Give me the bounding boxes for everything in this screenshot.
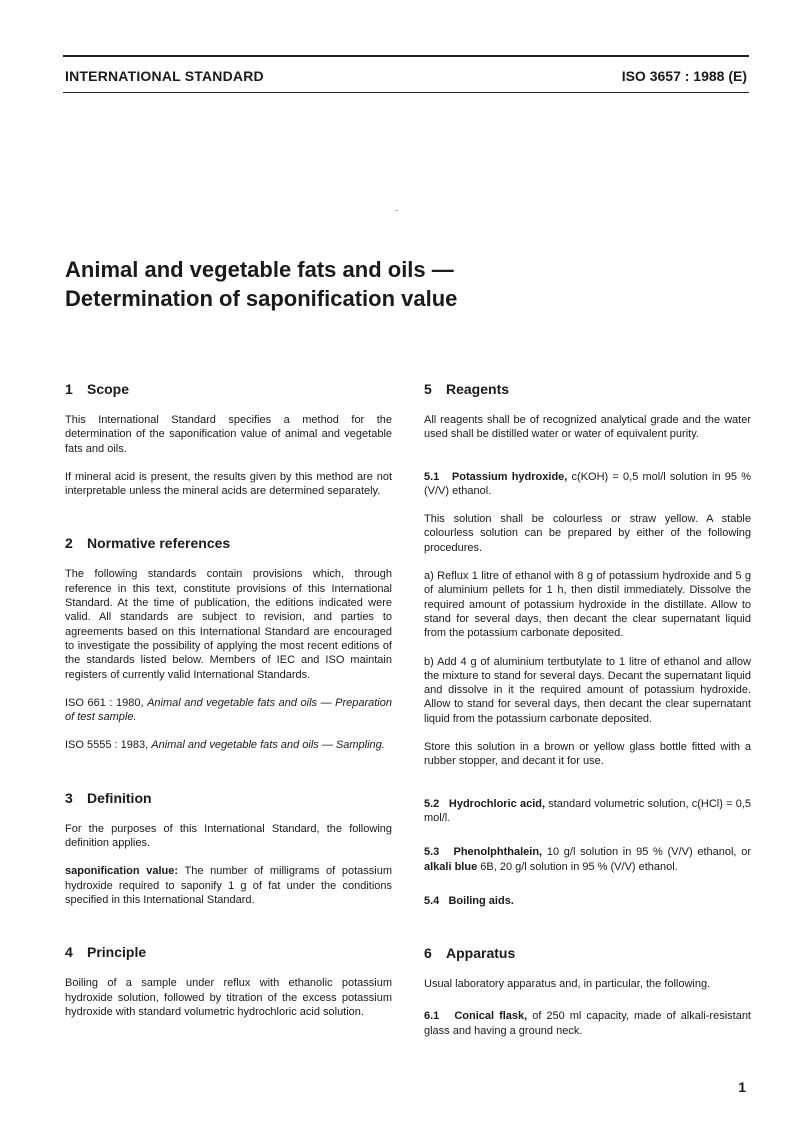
section-heading: 6 Apparatus — [424, 945, 516, 962]
section-reagents — [424, 380, 751, 908]
scan-mark — [395, 210, 398, 211]
title-line-1: Animal and vegetable fats and oils — — [65, 257, 454, 282]
section-heading: 1 Scope — [65, 381, 130, 397]
clause-5-2: 5.2 Hydrochloric acid, standard volumetric solution, c(HCl) = 0,5 mol/l. — [424, 797, 752, 824]
section-heading: 5 Reagents — [424, 381, 510, 397]
section-definition — [65, 789, 392, 907]
procedure-a: a) Reflux 1 litre of ethanol with 8 g of potassium hydroxide and 5 g of aluminium pellets for 1 h, then distil immediately. Dissolve the required amount of potassium hydroxide in the distillate. Allow to stand for several days, then decant the clear supernatant liquid from the potassium carbonate deposited. — [424, 570, 751, 640]
paragraph: Store this solution in a brown or yellow glass bottle fitted with a rubber stopper, and decant it for use. — [424, 741, 751, 768]
paragraph: Usual laboratory apparatus and, in particular, the following. — [424, 978, 711, 991]
paragraph: If mineral acid is present, the results given by this method are not interpretable unless the mineral acids are determined separately. — [65, 470, 392, 498]
section-normative-references — [65, 534, 392, 752]
section-heading: 3 Definition — [65, 789, 152, 806]
title-line-2: Determination of saponification value — [65, 286, 458, 311]
paragraph: The following standards contain provisions which, through reference in this text, constitute provisions of this International Standard. At the time of publication, the editions indicated were valid. All standards are subject to revision, and parties to agreements based on this International Standard are encouraged to investigate the possibility of applying the most recent editions of the standards listed below. Members of IEC and ISO maintain registers of currently valid International Standards. — [65, 568, 392, 681]
paragraph: Boiling of a sample under reflux with ethanolic potassium hydroxide solution, followed by titration of the excess potassium hydroxide with standard volumetric hydrochloric acid solution. — [65, 977, 392, 1018]
paragraph: All reagents shall be of recognized analytical grade and the water used shall be distilled water or water of equivalent purity. — [424, 414, 751, 441]
paragraph: This solution shall be colourless or straw yellow. A stable colourless solution can be prepared by either of the following procedures. — [424, 513, 751, 554]
section-apparatus — [424, 944, 751, 1038]
section-principle — [65, 943, 392, 1019]
reference-iso-661: ISO 661 : 1980, Animal and vegetable fats and oils — Preparation of test sample. — [65, 696, 392, 724]
procedure-b: b) Add 4 g of aluminium tertbutylate to 1 litre of ethanol and allow the mixture to stand for several days. Decant the supernatant liquid and dissolve in it the required amount of potassium hydroxide. Allow to stand for several days, then decant the clear supernatant liquid from the potassium carbonate deposited. — [424, 655, 751, 725]
page-number: 1 — [738, 1079, 746, 1095]
document-title — [65, 255, 745, 313]
reference-iso-5555: ISO 5555 : 1983, Animal and vegetable fats and oils — Sampling. — [65, 739, 385, 752]
paragraph: For the purposes of this International Standard, the following definition applies. — [65, 822, 392, 850]
section-scope — [65, 380, 392, 498]
header-standard-type: INTERNATIONAL STANDARD — [65, 68, 264, 84]
paragraph: This International Standard specifies a method for the determination of the saponification value of animal and vegetable fats and oils. — [65, 414, 392, 455]
right-column — [424, 380, 751, 1052]
section-heading: 4 Principle — [65, 944, 147, 961]
header-standard-number: ISO 3657 : 1988 (E) — [621, 68, 747, 84]
header-rule — [63, 92, 749, 93]
clause-6-1: 6.1 Conical flask, of 250 ml capacity, made of alkali-resistant glass and having a ground neck. — [424, 1010, 751, 1037]
definition-entry: saponification value: The number of milligrams of potassium hydroxide required to saponify 1 g of fat under the conditions specified in this International Standard. — [65, 865, 393, 906]
left-column — [65, 380, 392, 1033]
section-heading: 2 Normative references — [65, 535, 231, 552]
top-rule — [63, 55, 749, 57]
clause-5-4: 5.4 Boiling aids. — [424, 894, 514, 907]
clause-5-1: 5.1 Potassium hydroxide, c(KOH) = 0,5 mol/l solution in 95 % (V/V) ethanol. — [424, 470, 752, 497]
clause-5-3: 5.3 Phenolphthalein, 10 g/l solution in 95 % (V/V) ethanol, or alkali blue 6B, 20 g/l solution in 95 % (V/V) ethanol. — [424, 846, 751, 873]
